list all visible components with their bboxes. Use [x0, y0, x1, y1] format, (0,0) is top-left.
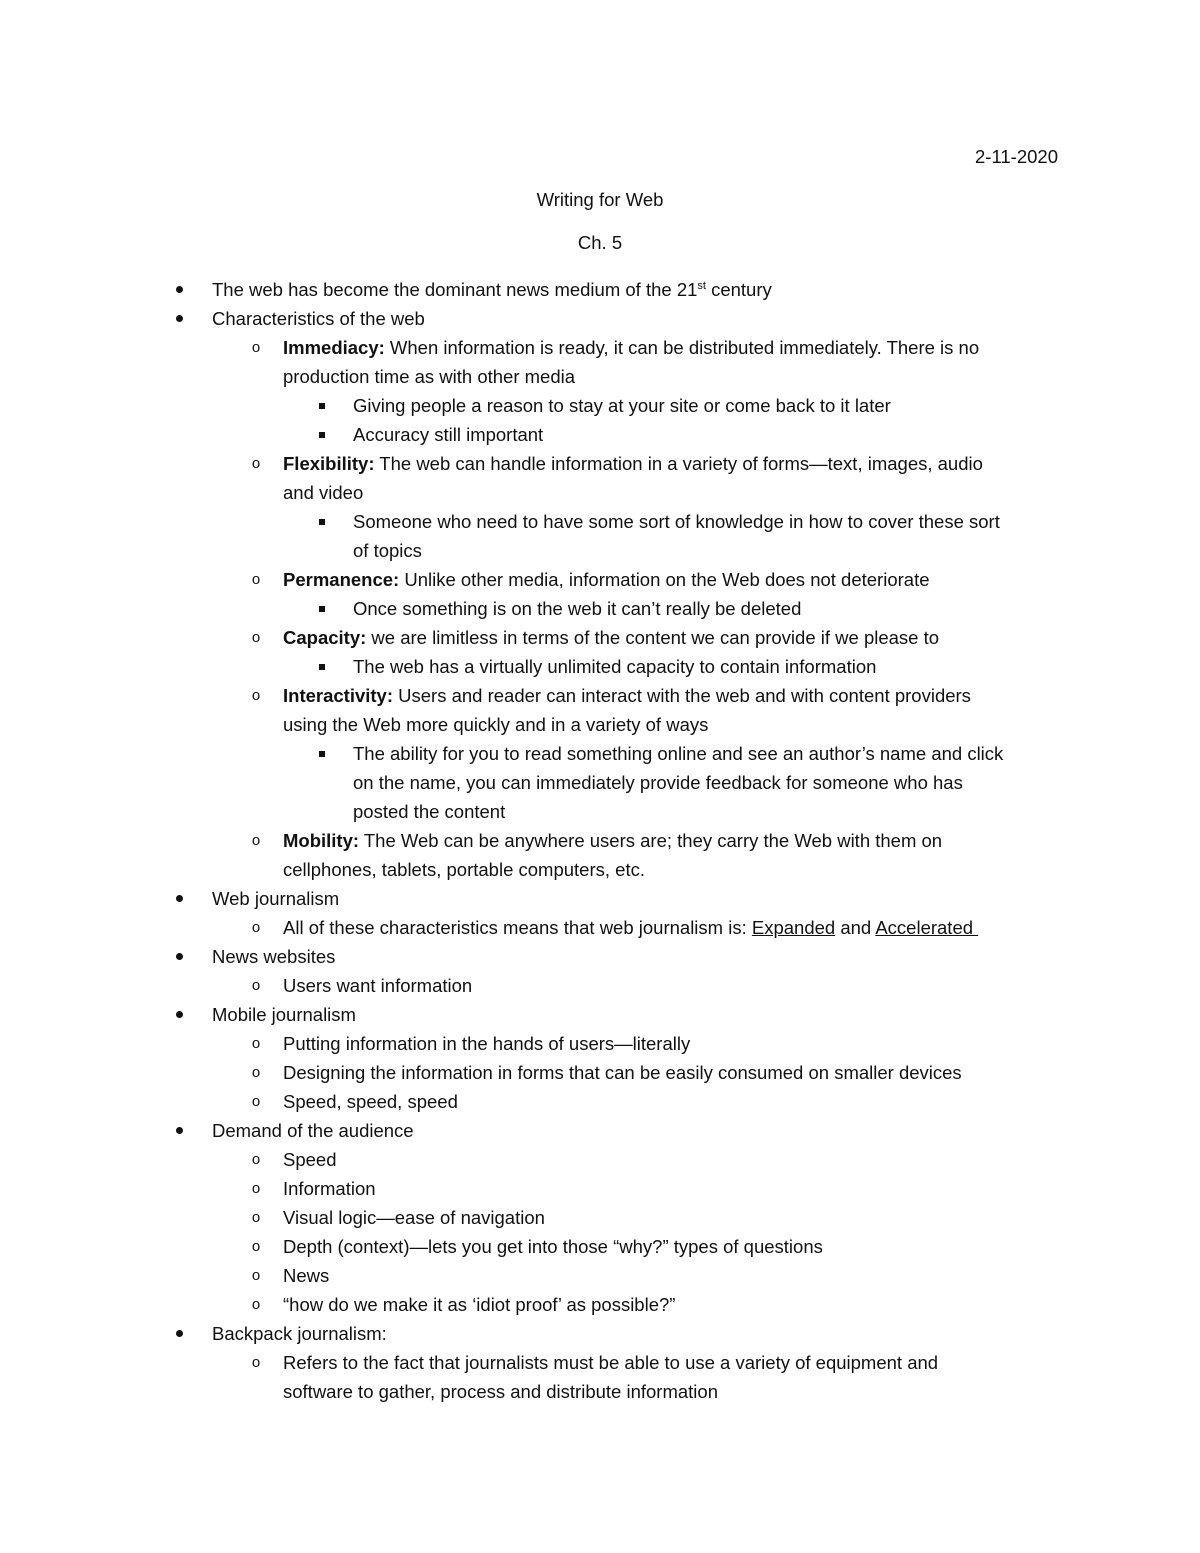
- bullet-dot-icon: [172, 1000, 186, 1029]
- document-date: 2-11-2020: [975, 146, 1058, 167]
- item-text: Someone who need to have some sort of knowledge in how to cover these sort: [353, 511, 1000, 532]
- bullet-dot-icon: [172, 1116, 186, 1145]
- item-text: Putting information in the hands of users—literally: [283, 1033, 691, 1054]
- item-text: The ability for you to read something online and see an author’s name and click: [353, 743, 1004, 764]
- bullet-dot-icon: [172, 275, 186, 304]
- square-bullet-icon: [315, 420, 329, 449]
- square-bullet-icon: [315, 739, 329, 768]
- list-item: [0, 652, 1200, 681]
- list-item-continuation: [0, 1377, 1200, 1406]
- list-item: [0, 1261, 1200, 1290]
- circle-bullet-icon: o: [251, 919, 261, 936]
- list-item: [0, 826, 1200, 855]
- circle-bullet-icon: o: [251, 977, 261, 994]
- circle-bullet-icon: o: [251, 1354, 261, 1371]
- item-text: Designing the information in forms that can be easily consumed on smaller devices: [283, 1062, 962, 1083]
- list-item: [0, 623, 1200, 652]
- list-item-continuation: [0, 855, 1200, 884]
- item-text: Information: [283, 1178, 376, 1199]
- document-title: Writing for Web: [536, 189, 664, 210]
- circle-bullet-icon: o: [251, 1209, 261, 1226]
- bullet-dot-icon: [172, 942, 186, 971]
- list-item-continuation: [0, 710, 1200, 739]
- list-item-continuation: [0, 536, 1200, 565]
- item-text: Accuracy still important: [353, 424, 544, 445]
- item-text: The web has become the dominant news medium of the 21: [212, 279, 698, 300]
- list-item: [0, 971, 1200, 1000]
- list-item: [0, 1058, 1200, 1087]
- bullet-dot-icon: [172, 1319, 186, 1348]
- item-text: using the Web more quickly and in a variety of ways: [283, 714, 709, 735]
- list-item: [0, 304, 1200, 333]
- circle-bullet-icon: o: [251, 339, 261, 356]
- list-item: [0, 507, 1200, 536]
- list-item-continuation: [0, 768, 1200, 797]
- item-text: of topics: [353, 540, 422, 561]
- circle-bullet-icon: o: [251, 1267, 261, 1284]
- item-text: Giving people a reason to stay at your site or come back to it later: [353, 395, 891, 416]
- underlined-term-accelerated: Accelerated: [875, 917, 979, 938]
- ordinal-suffix: st: [697, 279, 706, 292]
- item-text: Characteristics of the web: [212, 308, 425, 329]
- list-item: [0, 1290, 1200, 1319]
- square-bullet-icon: [315, 507, 329, 536]
- list-item: [0, 594, 1200, 623]
- list-item: [0, 449, 1200, 478]
- square-bullet-icon: [315, 594, 329, 623]
- list-item: [0, 1203, 1200, 1232]
- list-item-continuation: [0, 362, 1200, 391]
- item-text: Once something is on the web it can’t really be deleted: [353, 598, 802, 619]
- circle-bullet-icon: o: [251, 832, 261, 849]
- bullet-dot-icon: [172, 304, 186, 333]
- item-text: Users want information: [283, 975, 473, 996]
- list-item: [0, 739, 1200, 768]
- underlined-term-expanded: Expanded: [751, 917, 836, 938]
- circle-bullet-icon: o: [251, 687, 261, 704]
- list-item: [0, 565, 1200, 594]
- term-label: Mobility:: [283, 830, 360, 851]
- item-text: and: [835, 917, 876, 938]
- circle-bullet-icon: o: [251, 1151, 261, 1168]
- list-item: [0, 1087, 1200, 1116]
- term-label: Permanence:: [283, 569, 400, 590]
- item-text: Web journalism: [212, 888, 340, 909]
- item-text: and video: [283, 482, 364, 503]
- item-text: software to gather, process and distribute information: [283, 1381, 718, 1402]
- list-item-continuation: [0, 478, 1200, 507]
- item-text: Visual logic—ease of navigation: [283, 1207, 545, 1228]
- list-item: [0, 1319, 1200, 1348]
- list-item: [0, 681, 1200, 710]
- term-label: Interactivity:: [283, 685, 394, 706]
- item-text: Users and reader can interact with the web and with content providers: [393, 685, 971, 706]
- item-text: posted the content: [353, 801, 506, 822]
- list-item: [0, 1145, 1200, 1174]
- chapter-label: Ch. 5: [577, 232, 623, 253]
- item-text: Unlike other media, information on the Web does not deteriorate: [399, 569, 930, 590]
- list-item: [0, 1116, 1200, 1145]
- circle-bullet-icon: o: [251, 629, 261, 646]
- list-item: [0, 1174, 1200, 1203]
- item-text: News: [283, 1265, 330, 1286]
- item-text: The Web can be anywhere users are; they carry the Web with them on: [359, 830, 943, 851]
- list-item: [0, 420, 1200, 449]
- circle-bullet-icon: o: [251, 1035, 261, 1052]
- item-text: production time as with other media: [283, 366, 576, 387]
- item-text: The web can handle information in a variety of forms—text, images, audio: [374, 453, 983, 474]
- list-item: [0, 333, 1200, 362]
- list-item: [0, 391, 1200, 420]
- item-text: All of these characteristics means that web journalism is:: [283, 917, 752, 938]
- term-label: Immediacy:: [283, 337, 385, 358]
- item-text: Backpack journalism:: [212, 1323, 387, 1344]
- square-bullet-icon: [315, 391, 329, 420]
- circle-bullet-icon: o: [251, 1180, 261, 1197]
- list-item-continuation: [0, 797, 1200, 826]
- list-item: [0, 913, 1200, 942]
- item-text: we are limitless in terms of the content we can provide if we please to: [366, 627, 940, 648]
- list-item: [0, 884, 1200, 913]
- circle-bullet-icon: o: [251, 1093, 261, 1110]
- item-text: on the name, you can immediately provide feedback for someone who has: [353, 772, 963, 793]
- circle-bullet-icon: o: [251, 1238, 261, 1255]
- item-text: century: [705, 279, 772, 300]
- item-text: “how do we make it as ‘idiot proof’ as possible?”: [283, 1294, 676, 1315]
- item-text: cellphones, tablets, portable computers, etc.: [283, 859, 645, 880]
- bullet-dot-icon: [172, 884, 186, 913]
- list-item: [0, 1029, 1200, 1058]
- circle-bullet-icon: o: [251, 455, 261, 472]
- circle-bullet-icon: o: [251, 571, 261, 588]
- item-text: When information is ready, it can be distributed immediately. There is no: [384, 337, 980, 358]
- item-text: News websites: [212, 946, 336, 967]
- item-text: Speed: [283, 1149, 337, 1170]
- square-bullet-icon: [315, 652, 329, 681]
- term-label: Capacity:: [283, 627, 367, 648]
- item-text: Mobile journalism: [212, 1004, 356, 1025]
- list-item: [0, 1232, 1200, 1261]
- item-text: Depth (context)—lets you get into those “why?” types of questions: [283, 1236, 823, 1257]
- item-text: Refers to the fact that journalists must be able to use a variety of equipment and: [283, 1352, 939, 1373]
- list-item: [0, 1000, 1200, 1029]
- list-item: [0, 1348, 1200, 1377]
- circle-bullet-icon: o: [251, 1296, 261, 1313]
- list-item: [0, 275, 1200, 304]
- notes-outline: [0, 275, 1200, 1406]
- term-label: Flexibility:: [283, 453, 375, 474]
- item-text: Speed, speed, speed: [283, 1091, 458, 1112]
- item-text: The web has a virtually unlimited capacity to contain information: [353, 656, 877, 677]
- list-item: [0, 942, 1200, 971]
- item-text: Demand of the audience: [212, 1120, 414, 1141]
- circle-bullet-icon: o: [251, 1064, 261, 1081]
